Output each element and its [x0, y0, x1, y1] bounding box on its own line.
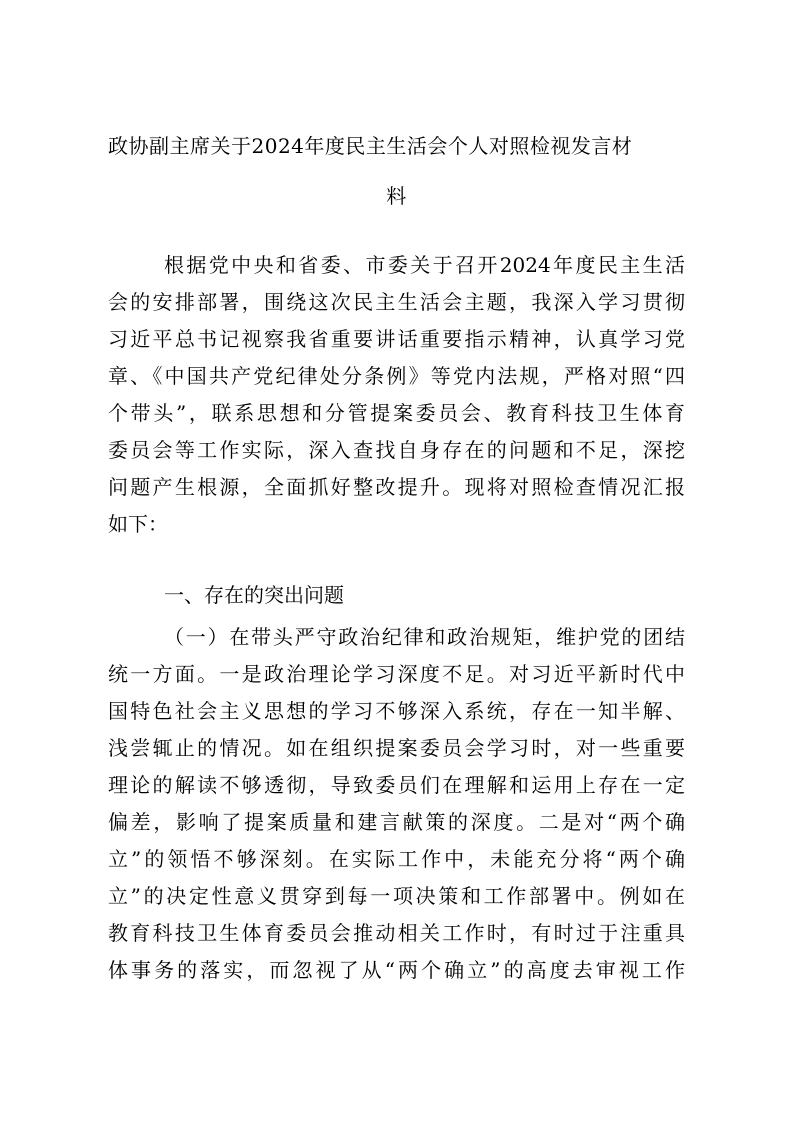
section-heading: 一、存在的突出问题 [164, 583, 344, 607]
paragraph-line: 问题产生根源，全面抓好整改提升。现将对照检查情况汇报 [108, 475, 685, 499]
paragraph-line: 浅尝辄止的情况。如在组织提案委员会学习时，对一些重要 [108, 736, 685, 760]
paragraph-line: 委员会等工作实际，深入查找自身存在的问题和不足，深挖 [108, 438, 685, 462]
paragraph-line: 如下： [108, 512, 168, 536]
paragraph-line: 根据党中央和省委、市委关于召开2024年度民主生活 [164, 253, 685, 277]
paragraph-line: 教育科技卫生体育委员会推动相关工作时，有时过于注重具 [108, 921, 685, 945]
paragraph-line: 理论的解读不够透彻，导致委员们在理解和运用上存在一定 [108, 773, 685, 797]
paragraph-line: 习近平总书记视察我省重要讲话重要指示精神，认真学习党 [108, 327, 685, 351]
paragraph-line: 国特色社会主义思想的学习不够深入系统，存在一知半解、 [108, 699, 685, 723]
paragraph-line: 个带头”，联系思想和分管提案委员会、教育科技卫生体育 [108, 401, 685, 425]
paragraph-line: 章、《中国共产党纪律处分条例》等党内法规，严格对照“四 [108, 364, 685, 388]
paragraph-line: 统一方面。一是政治理论学习深度不足。对习近平新时代中 [108, 662, 685, 686]
paragraph-line: 会的安排部署，围绕这次民主生活会主题，我深入学习贯彻 [108, 290, 685, 314]
document-title: 政协副主席关于2024年度民主生活会个人对照检视发言材 [108, 134, 633, 158]
paragraph-line: 偏差，影响了提案质量和建言献策的深度。二是对“两个确 [108, 810, 685, 834]
paragraph-line: 立”的决定性意义贯穿到每一项决策和工作部署中。例如在 [108, 884, 685, 908]
paragraph-line: 体事务的落实，而忽视了从“两个确立”的高度去审视工作 [108, 958, 685, 982]
document-title-continued: 料 [386, 184, 407, 208]
paragraph-line: （一）在带头严守政治纪律和政治规矩，维护党的团结 [164, 625, 685, 649]
paragraph-line: 立”的领悟不够深刻。在实际工作中，未能充分将“两个确 [108, 847, 685, 871]
